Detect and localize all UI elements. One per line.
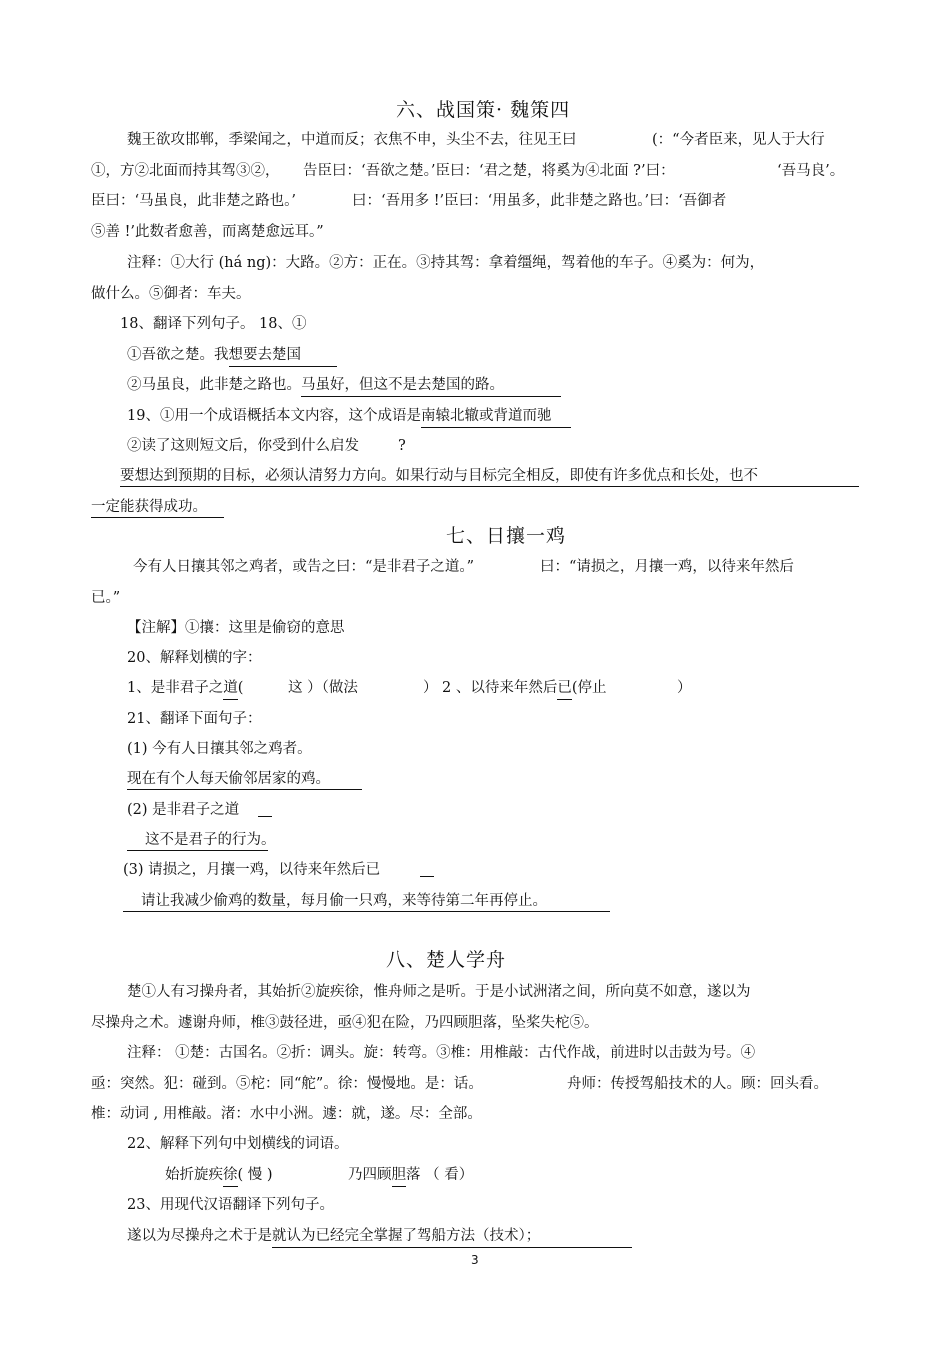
paragraph-line: 尽操舟之术。遽谢舟师，椎③鼓径进，亟④犯在险，乃四顾胆落，坠桨失柁⑤。 bbox=[91, 1015, 599, 1031]
section-title: 七、日攘一鸡 bbox=[446, 525, 567, 547]
note-line: 做什么。⑤御者：车夫。 bbox=[91, 286, 251, 302]
question-21-3: (3) 请损之，月攘一鸡，以待来年然后已 bbox=[123, 862, 381, 878]
paragraph-line: 曰：“请损之，月攘一鸡，以待来年然后 bbox=[540, 559, 794, 575]
question-23: 23、用现代汉语翻译下列句子。 bbox=[127, 1197, 334, 1213]
section-title: 八、楚人学舟 bbox=[386, 949, 507, 971]
note-line: 注释：①大行 (há ng)：大路。②方：正在。③持其驾：拿着缰绳，驾着他的车子。④奚为：何为， bbox=[127, 255, 765, 271]
paragraph-line: ‘吾马良’。 bbox=[777, 163, 845, 179]
question-19-b: ②读了这则短文后，你受到什么启发 bbox=[127, 438, 359, 454]
answer-text: 落 （ 看） bbox=[406, 1167, 474, 1183]
question-text: ②马虽良，此非楚之路也。 bbox=[127, 377, 301, 393]
answer-text: 就认为已经完全掌握了驾船方法（技术）； bbox=[272, 1226, 632, 1248]
answer-text: 想要去楚国 bbox=[229, 345, 337, 367]
answer-text: 要想达到预期的目标，必须认清努力方向。如果行动与目标完全相反，即使有许多优点和长处，也不 bbox=[120, 466, 859, 487]
paragraph-line: 今有人日攘其邻之鸡者，或告之曰：“是非君子之道。” bbox=[133, 559, 475, 575]
paragraph-line: ⑤善 !’此数者愈善，而离楚愈远耳。” bbox=[91, 224, 324, 240]
question-18: 18、翻译下列句子。 18、① bbox=[120, 316, 307, 332]
question-text: 遂以为尽操舟之术于是 bbox=[127, 1228, 272, 1244]
paragraph-line: 曰：‘吾用多 !’臣曰：‘用虽多，此非楚之路也。’曰：‘吾御者 bbox=[352, 193, 727, 209]
paragraph-line: 楚①人有习操舟者，其始折②旋疾徐，惟舟师之是听。于是小试洲渚之间，所向莫不如意，遂以为 bbox=[127, 984, 751, 1000]
paragraph-line: 告臣曰：‘吾欲之楚。’臣曰：‘君之楚，将奚为④北面 ?’曰： bbox=[303, 163, 675, 179]
note-line: 舟师：传授驾船技术的人。顾：回头看。 bbox=[567, 1076, 828, 1092]
answer-text: (停止 bbox=[571, 680, 607, 696]
question-22-2 bbox=[348, 1165, 473, 1187]
underlined-word: 道 bbox=[223, 678, 238, 700]
paragraph-line: (：“今者臣来，见人于大行 bbox=[652, 132, 825, 148]
answer-blank bbox=[420, 876, 434, 877]
question-20-2 bbox=[442, 678, 607, 700]
note-line: 【注解】①攘：这里是偷窃的意思 bbox=[127, 620, 345, 636]
question-21: 21、翻译下面句子： bbox=[127, 711, 262, 727]
question-text: 2 、以待来年然后 bbox=[442, 680, 558, 696]
note-line: 椎：动词 , 用椎敲。渚：水中小洲。遽：就，遂。尽：全部。 bbox=[91, 1106, 482, 1122]
answer-text: 这 ）（做法 bbox=[288, 680, 358, 696]
question-text: ①吾欲之楚。我 bbox=[127, 347, 229, 363]
question-text: 始折旋疾 bbox=[165, 1167, 223, 1183]
question-19-a bbox=[127, 406, 571, 428]
paragraph-line: 魏王欲攻邯郸，季梁闻之，中道而反；衣焦不申，头尘不去，往见王曰 bbox=[127, 132, 577, 148]
question-22: 22、解释下列句中划横线的词语。 bbox=[127, 1136, 349, 1152]
question-22-1 bbox=[165, 1165, 273, 1187]
answer-text: 这不是君子的行为。 bbox=[127, 830, 268, 851]
paragraph-line: ①，方②北面而持其驾③②， bbox=[91, 163, 280, 179]
answer-text: ） bbox=[423, 680, 438, 696]
answer-text: 南辕北辙或背道而驰 bbox=[421, 406, 571, 428]
question-21-2: (2) 是非君子之道 bbox=[127, 802, 240, 818]
answer-text: 马虽好，但这不是去楚国的路。 bbox=[301, 375, 561, 397]
answer-text: ( bbox=[237, 680, 244, 696]
question-23-a bbox=[127, 1226, 632, 1248]
question-mark: ? bbox=[398, 438, 406, 454]
underlined-word: 胆 bbox=[392, 1165, 407, 1187]
underlined-word: 徐 bbox=[223, 1165, 238, 1187]
question-18-a bbox=[127, 345, 337, 367]
question-18-b bbox=[127, 375, 561, 397]
question-20-1 bbox=[127, 678, 243, 700]
question-text: 乃四顾 bbox=[348, 1167, 392, 1183]
page-number: 3 bbox=[471, 1253, 479, 1267]
answer-text: 一定能获得成功。 bbox=[91, 497, 224, 518]
answer-text: 现在有个人每天偷邻居家的鸡。 bbox=[127, 769, 362, 790]
section-title: 六、战国策· 魏策四 bbox=[396, 99, 571, 121]
underlined-word: 已 bbox=[557, 678, 572, 700]
answer-text: 请让我减少偷鸡的数量，每月偷一只鸡，来等待第二年再停止。 bbox=[123, 891, 610, 912]
answer-text: ） bbox=[677, 680, 692, 696]
answer-blank bbox=[258, 816, 272, 817]
question-20: 20、解释划横的字： bbox=[127, 650, 262, 666]
note-line: 亟：突然。犯：碰到。⑤柁：同“舵”。徐：慢慢地。是：话。 bbox=[91, 1076, 483, 1092]
paragraph-line: 已。” bbox=[91, 590, 121, 606]
question-21-1: (1) 今有人日攘其邻之鸡者。 bbox=[127, 741, 312, 757]
question-text: 1、是非君子之 bbox=[127, 680, 224, 696]
note-line: 注释： ①楚：古国名。②折：调头。旋：转弯。③椎：用椎敲：古代作战，前进时以击鼓为号。④ bbox=[127, 1045, 756, 1061]
answer-text: ( 慢 ) bbox=[237, 1167, 273, 1183]
question-text: 19、①用一个成语概括本文内容，这个成语是 bbox=[127, 408, 421, 424]
paragraph-line: 臣曰：‘马虽良，此非楚之路也。’ bbox=[91, 193, 296, 209]
